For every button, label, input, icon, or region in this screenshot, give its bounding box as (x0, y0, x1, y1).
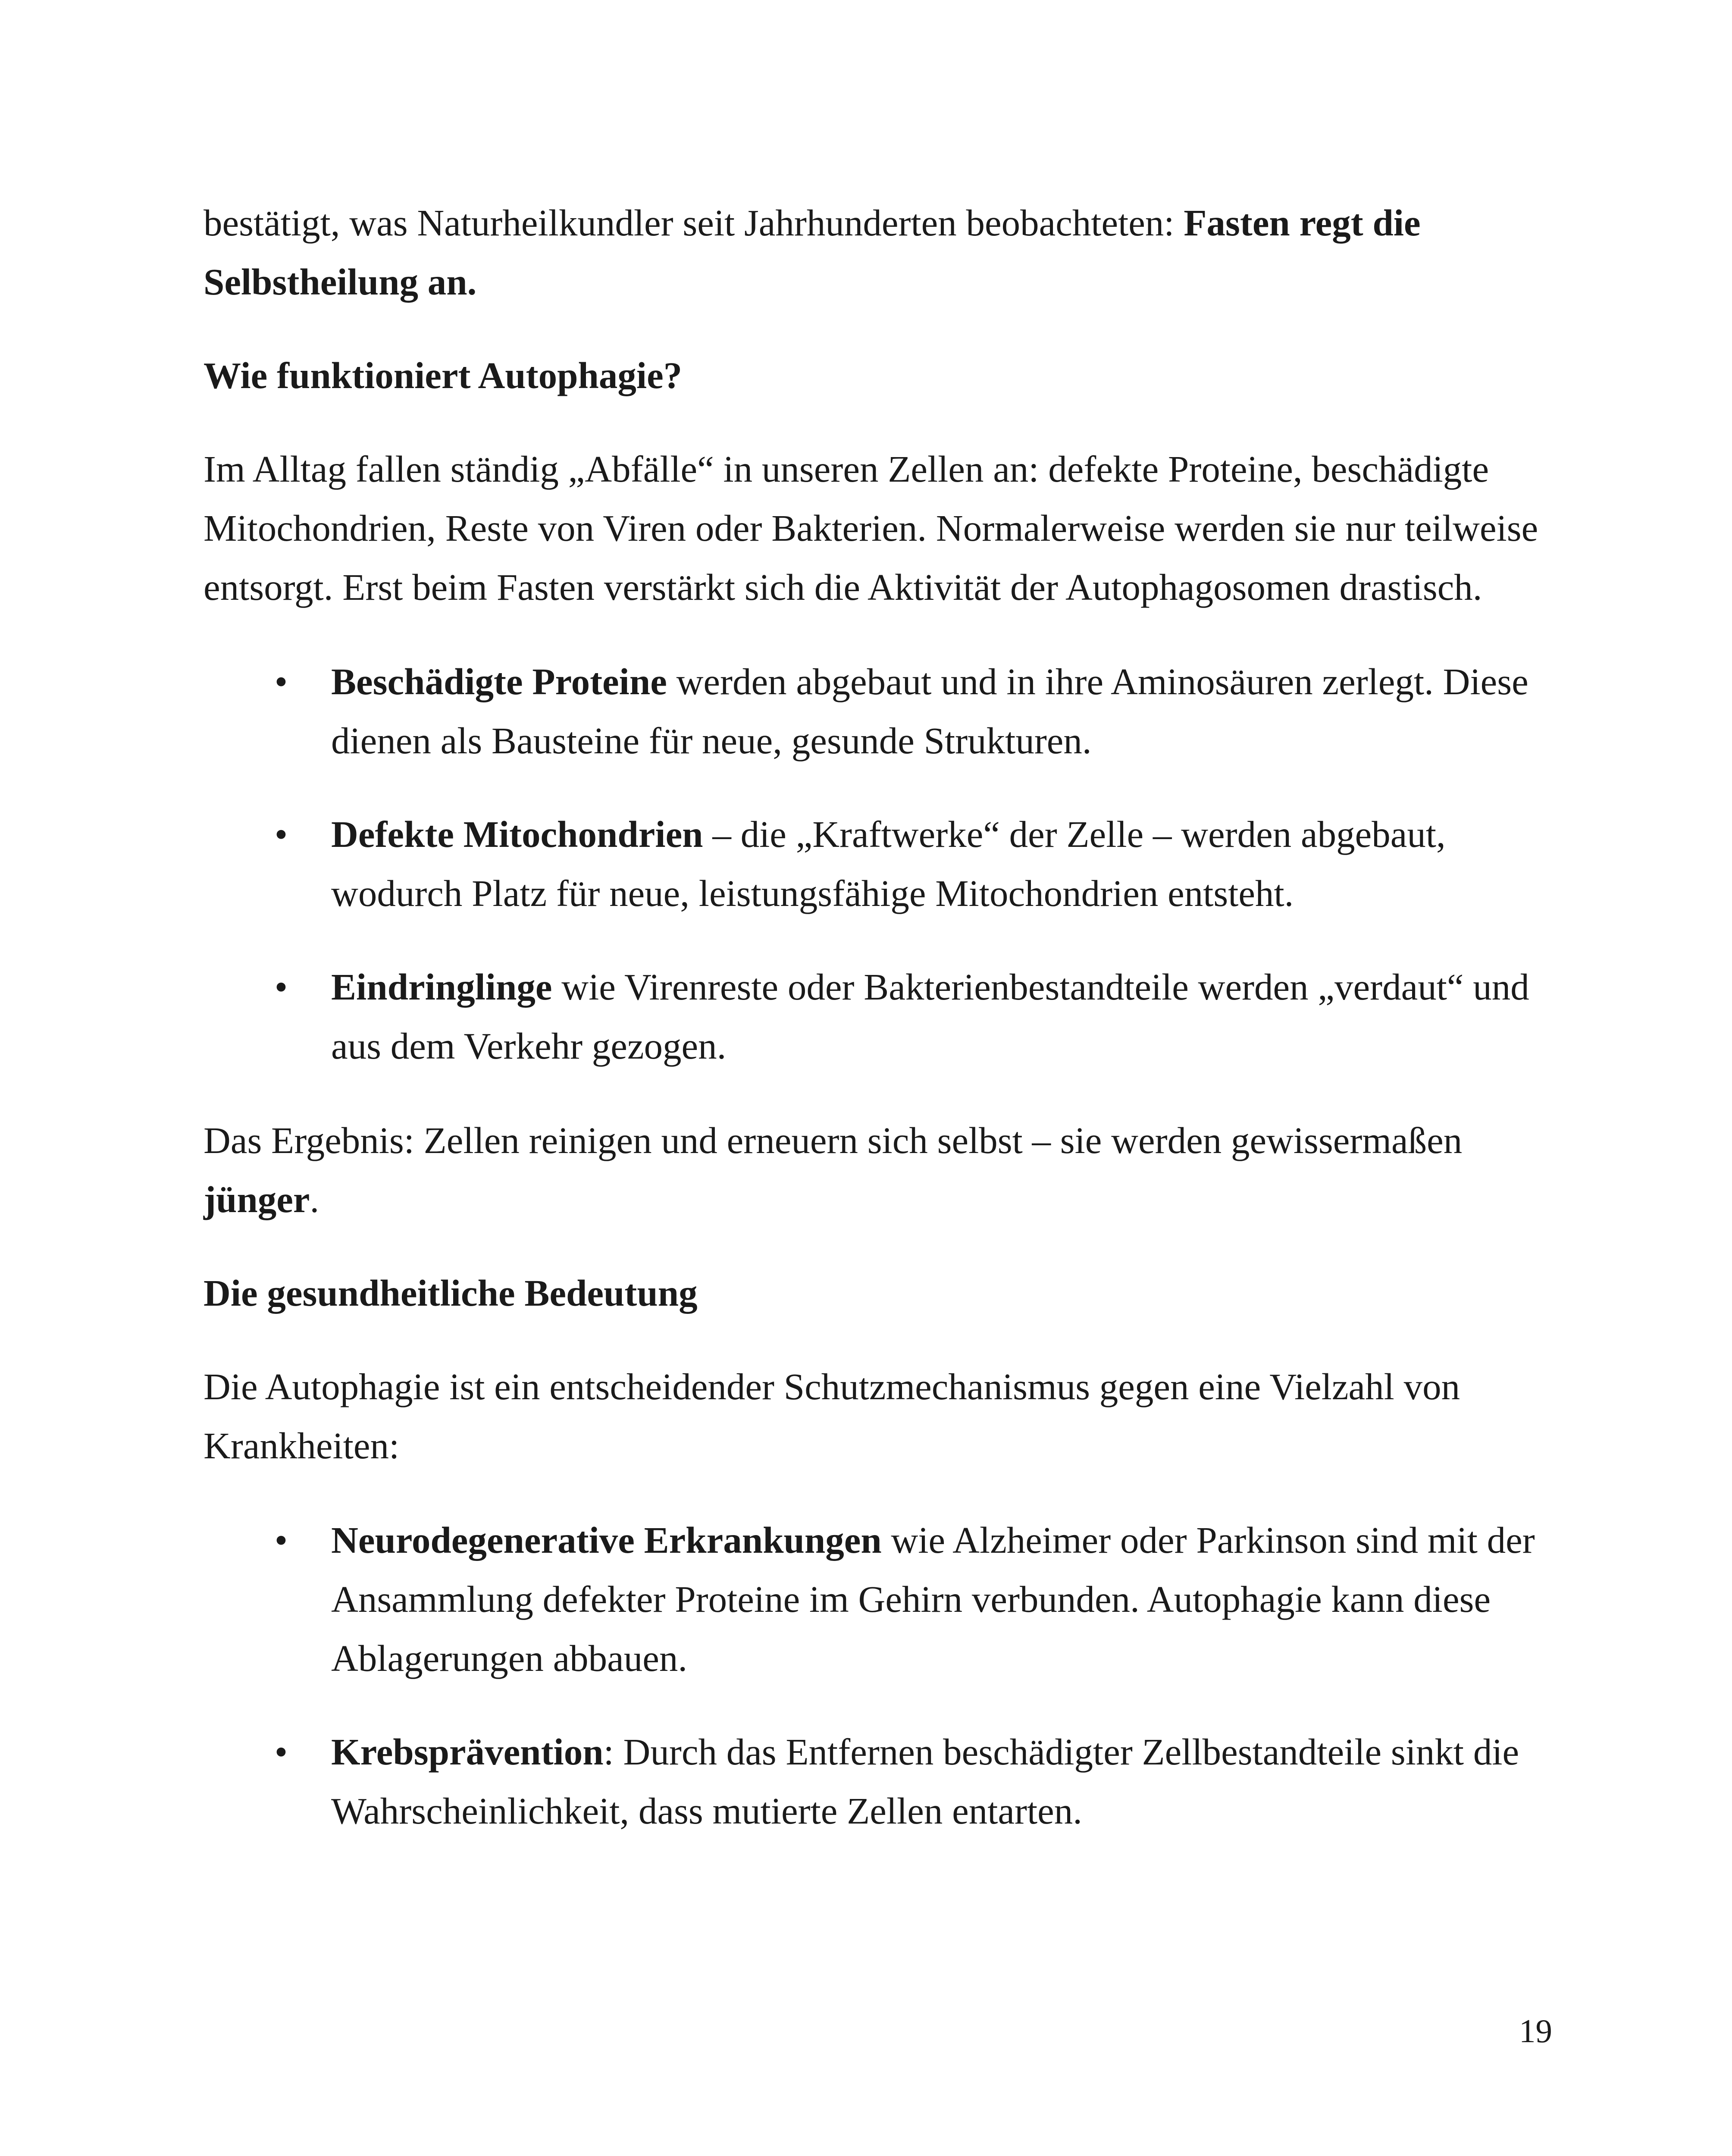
intro-paragraph: bestätigt, was Naturheilkundler seit Jahrhunderten beobachteten: Fasten regt die Selbstheilung an. (204, 202, 1421, 303)
section1-paragraph: Im Alltag fallen ständig „Abfälle“ in unseren Zellen an: defekte Proteine, beschädigte Mitochondrien, Reste von Viren oder Bakterien. Normalerweise werden sie nur teilweise entsorgt. Erst beim Fasten verstärkt sich die Aktivität der Autophagosomen drastisch. (204, 448, 1538, 608)
section-heading-health: Die gesundheitliche Bedeutung (204, 1272, 698, 1314)
list-item: • Neurodegenerative Erkrankungen wie Alzheimer oder Parkinson sind mit der Ansammlung defekter Proteine im Gehirn verbunden. Autophagie kann diese Ablagerungen abbauen. (204, 1510, 1540, 1688)
page-content (204, 193, 1540, 1840)
page-number: 19 (1519, 2012, 1552, 2049)
bullet-icon: • (274, 661, 288, 702)
result-paragraph: Das Ergebnis: Zellen reinigen und erneuern sich selbst – sie werden gewissermaßen jünger. (204, 1119, 1463, 1220)
bullet-icon: • (274, 966, 288, 1008)
list-item: • Beschädigte Proteine werden abgebaut und in ihre Aminosäuren zerlegt. Diese dienen als Bausteine für neue, gesunde Strukturen. (204, 652, 1540, 770)
list-item: • Defekte Mitochondrien – die „Kraftwerke“ der Zelle – werden abgebaut, wodurch Platz für neue, leistungsfähige Mitochondrien entsteht. (204, 805, 1540, 923)
section1-bullet-list (204, 652, 1540, 1075)
list-item: • Krebsprävention: Durch das Entfernen beschädigter Zellbestandteile sinkt die Wahrscheinlichkeit, dass mutierte Zellen entarten. (204, 1722, 1540, 1840)
section2-paragraph: Die Autophagie ist ein entscheidender Schutzmechanismus gegen eine Vielzahl von Krankheiten: (204, 1366, 1460, 1467)
list-item: • Eindringlinge wie Virenreste oder Bakterienbestandteile werden „verdaut“ und aus dem Verkehr gezogen. (204, 957, 1540, 1075)
bullet-icon: • (274, 813, 288, 855)
section2-bullet-list (204, 1510, 1540, 1840)
bullet-icon: • (274, 1519, 288, 1561)
bullet-icon: • (274, 1731, 288, 1773)
section-heading-autophagy: Wie funktioniert Autophagie? (204, 354, 683, 396)
intro-emphasis: Fasten regt die Selbstheilung an. (204, 202, 1421, 303)
